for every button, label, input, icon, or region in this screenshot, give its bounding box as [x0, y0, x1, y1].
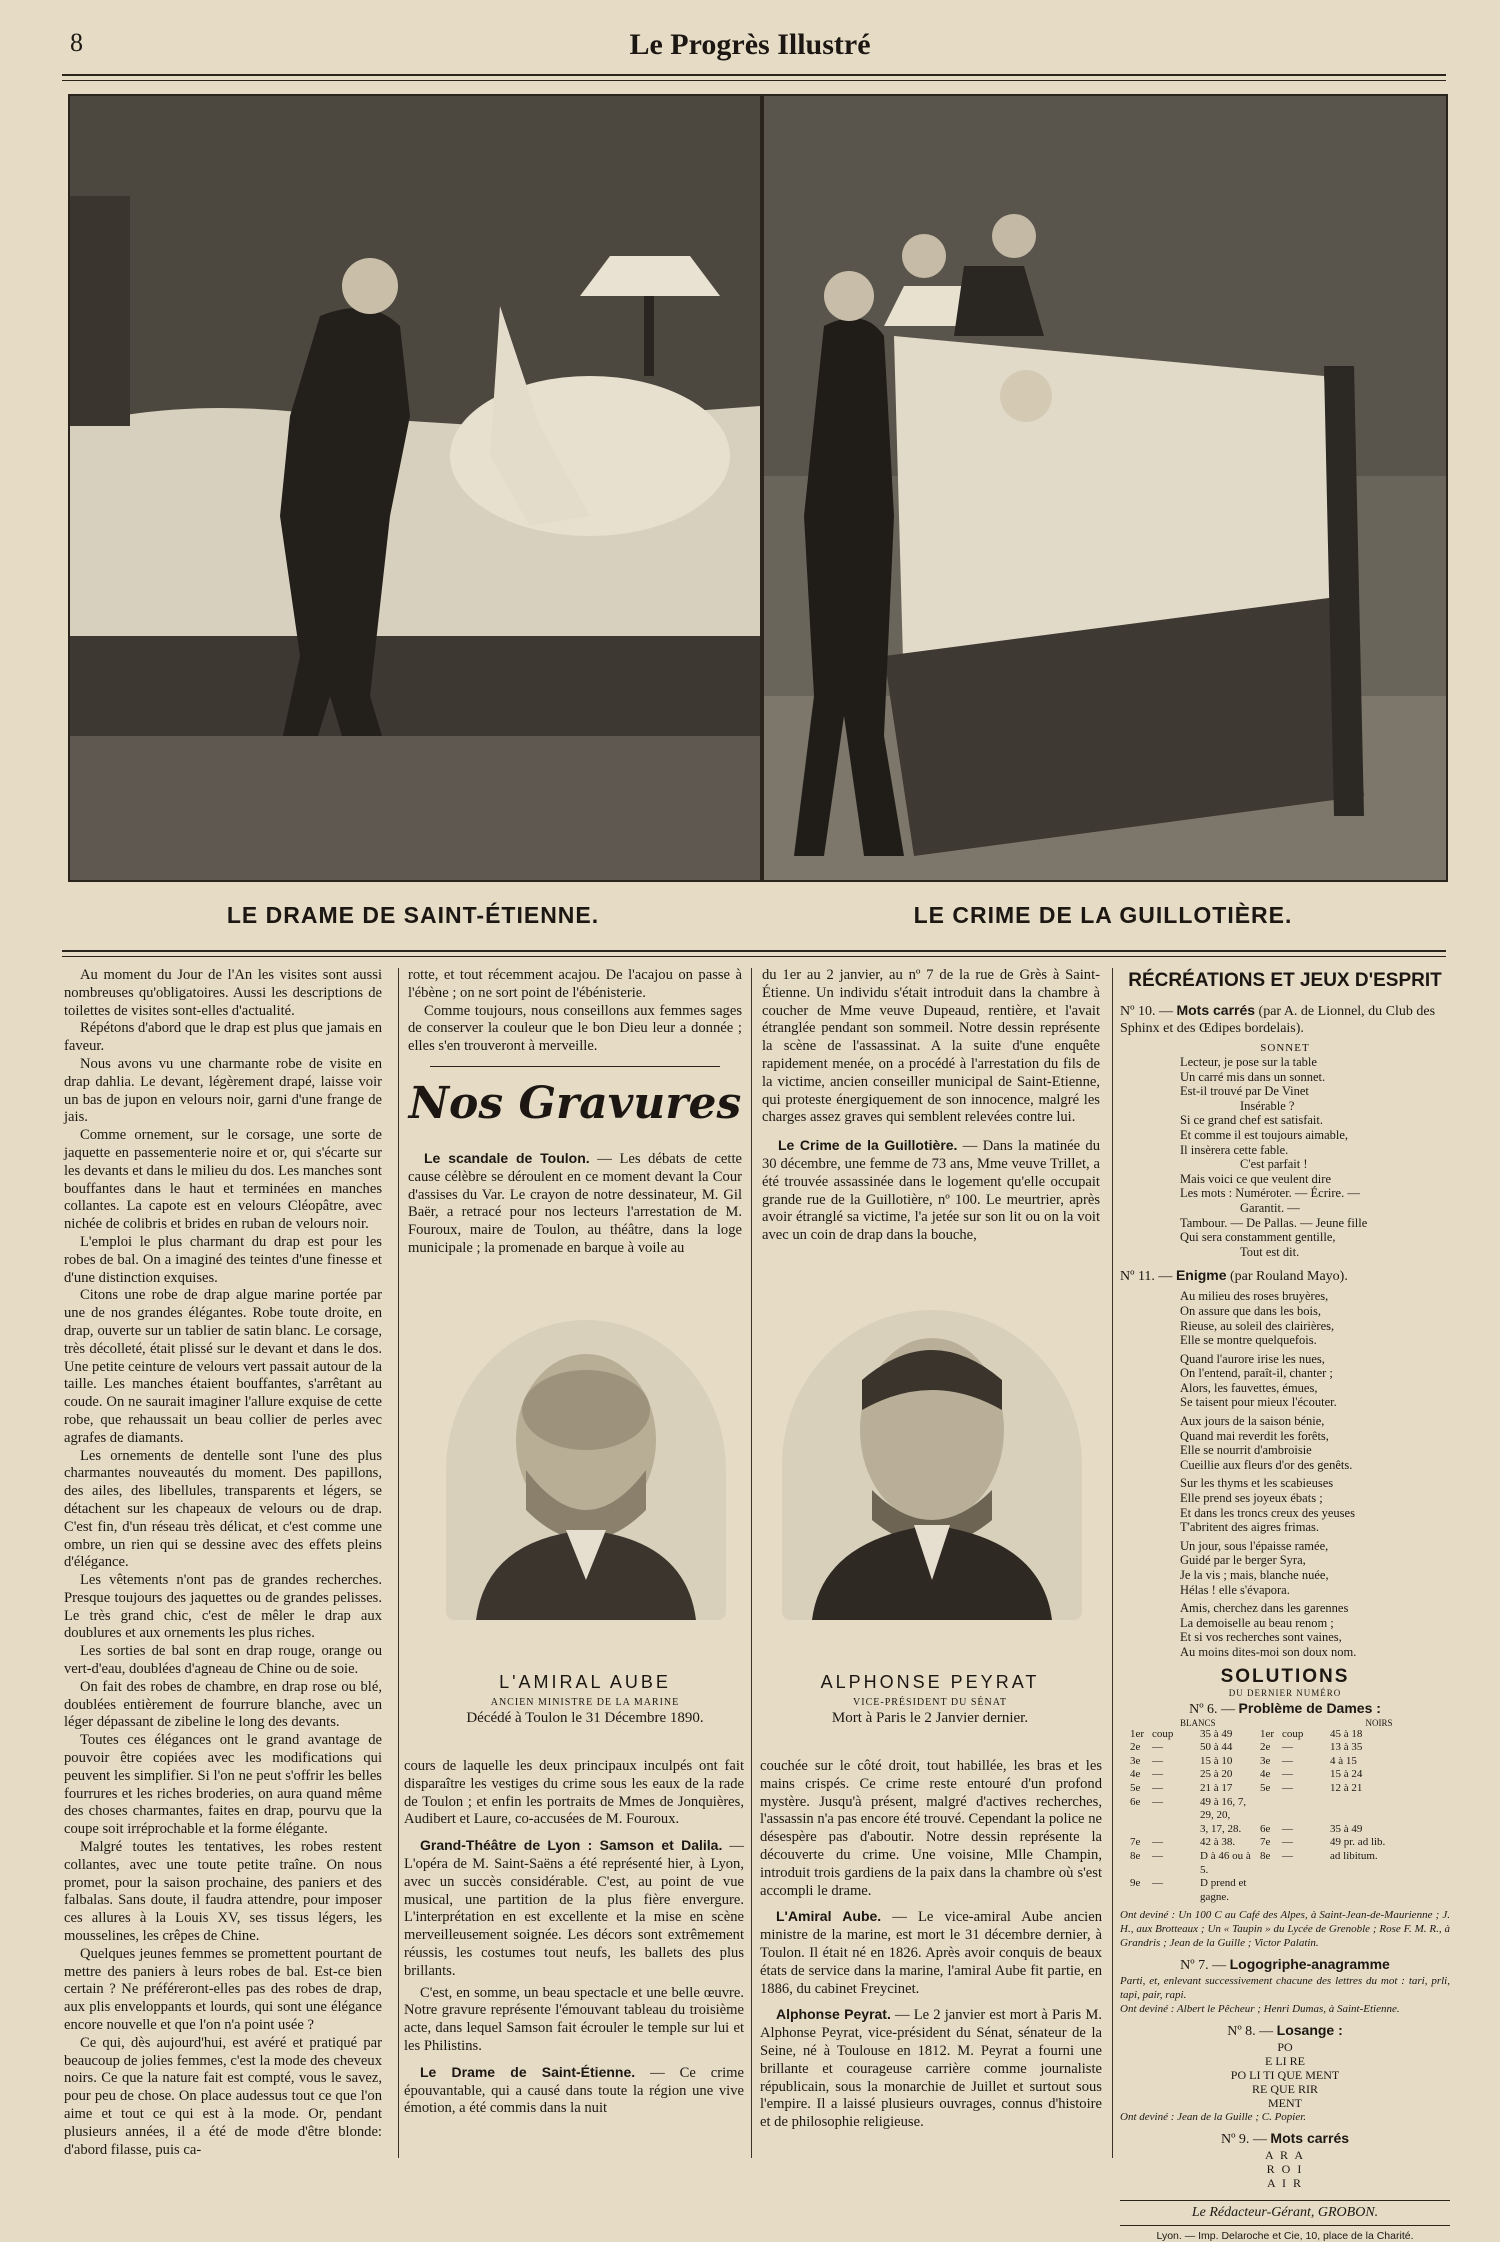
- verse-line: Je la vis ; mais, blanche nuée,: [1180, 1568, 1329, 1582]
- portrait-right-name: ALPHONSE PEYRAT: [820, 1672, 1040, 1692]
- dames-cell: [1330, 1877, 1390, 1904]
- verse-line: Elle se nourrit d'ambroisie: [1180, 1443, 1312, 1458]
- dames-cell: coup: [1152, 1727, 1174, 1740]
- problem-title: Logogriphe-anagramme: [1229, 1956, 1390, 1973]
- paragraph: L'emploi le plus charmant du drap est pour les robes de bal. On a imaginé des teintes d'une finesse et d'une distinction exquises.: [64, 1233, 382, 1286]
- verse-line: C'est parfait !: [1240, 1157, 1308, 1172]
- verse-line: Amis, cherchez dans les garennes: [1180, 1601, 1349, 1616]
- section-text: — Le 2 janvier est mort à Paris M. Alphonse Peyrat, vice-président du Sénat, sénateur de la Seine, né à Toulouse en 1812. M. Peyrat a fourni une brillante et courageuse carrière comme journaliste républicain, sous la monarchie de Juillet et surtout sous l'empire. Il a laissé plusieurs ouvrages, connus d'histoire et de philosophie religieuse.: [760, 2007, 1102, 2131]
- paragraph: Nous avons vu une charmante robe de visite en drap dahlia. Le devant, légèrement drapé, laisse voir un bas de jupon en velours noir, garni d'une frange de jais.: [64, 1055, 382, 1126]
- dames-cell: [1152, 1823, 1200, 1837]
- paragraph: On fait des robes de chambre, en drap rose ou blé, doublées entièrement de fourrure blanche, avec un léger dépassant de zibeline le long des devants.: [64, 1678, 382, 1731]
- problem-number: Nº 10. —: [1120, 1004, 1173, 1019]
- verse-line: Guidé par le berger Syra,: [1180, 1553, 1306, 1568]
- verse-line: Et comme il est toujours aimable,: [1180, 1127, 1349, 1142]
- problem-n7: [1120, 1956, 1450, 1974]
- column-rule-2: [751, 968, 752, 2158]
- problem-author: (par A. de Lionnel, du Club des Sphinx et des Œdipes bordelais).: [1120, 1004, 1436, 1036]
- dames-cell: 2e: [1130, 1741, 1141, 1754]
- verse-line: On assure que dans les bois,: [1180, 1303, 1321, 1318]
- paragraph: Comme ornement, sur le corsage, une sorte de jaquette en passementerie noire et or, qui s'écarte sur les devants et dans le milieu du dos. Les manches sont bouffantes dans le haut et terminées en manches collantes. La capote est en velours Cléopâtre, avec nichée de colibris et brides en ruban de velours noir.: [64, 1127, 382, 1233]
- verse-line: Garantit. —: [1240, 1200, 1300, 1215]
- paragraph: Les sorties de bal sont en drap rouge, orange ou vert-d'eau, doublées d'agneau de Chine ou de soie.: [64, 1643, 382, 1678]
- dames-cell: 35 à 49: [1200, 1727, 1233, 1740]
- imprint: Lyon. — Imp. Delaroche et Cie, 10, place de la Charité.: [1156, 2230, 1414, 2242]
- dames-cell: 3e: [1260, 1754, 1271, 1767]
- paragraph: Les ornements de dentelle sont l'une des plus charmantes nouveautés du moment. Des papillons, des ailes, des libellules, transparents et légers, se détachent sur les chapeaux de velours ou de drap. C'est fin, d'un réseau très délicat, et c'est comme une ombre, un rien qui se dessine avec des effets pleins d'élégance.: [64, 1447, 382, 1571]
- dames-cell: 4e: [1130, 1768, 1141, 1781]
- verse-line: Qui sera constamment gentille,: [1180, 1230, 1336, 1245]
- paragraph: C'est, en somme, un beau spectacle et une belle œuvre. Notre gravure représente l'émouvant tableau du troisième acte, dans lequel Samson fait écrouler le temple sur lui et les Philistins.: [404, 1984, 744, 2054]
- dames-cell: 7e: [1260, 1836, 1271, 1849]
- verse-line: Et dans les troncs creux des yeuses: [1180, 1505, 1355, 1520]
- verse-line: Sur les thyms et les scabieuses: [1180, 1476, 1334, 1491]
- section-heading: Le Drame de Saint-Étienne.: [420, 2063, 636, 2080]
- problem-number: Nº 7. —: [1180, 1958, 1227, 1974]
- verse-line: Quand l'aurore irise les nues,: [1180, 1351, 1325, 1366]
- column-header: BLANCS: [1180, 1717, 1216, 1728]
- paragraph: Ce qui, dès aujourd'hui, est avéré et pratiqué par beaucoup de jolies femmes, c'est la mode des cheveux noirs. Ce que la nature fait est compté, vous le savez, pour peu de chose. On place audessus tout ce que l'on aime et tout ce qui est à la mode. Or, pendant plusieurs années, il a été de mode d'être blonde: d'abord filasse, puis ca-: [64, 2034, 382, 2158]
- header-rule-thin: [62, 80, 1446, 81]
- sonnet-verse: [1120, 1055, 1450, 1259]
- verse-line: Est-il trouvé par De Vinet: [1180, 1084, 1309, 1099]
- portrait-left-name: L'AMIRAL AUBE: [499, 1672, 671, 1692]
- dames-cell: [1260, 1877, 1282, 1904]
- solutions-title: SOLUTIONS: [1220, 1665, 1350, 1687]
- dames-cell: —: [1282, 1836, 1293, 1849]
- verse-line: Tout est dit.: [1240, 1244, 1300, 1259]
- mots-line: A R A: [1264, 2148, 1305, 2163]
- column-rule-1: [398, 968, 399, 2158]
- dames-cell: 49 pr. ad lib.: [1330, 1836, 1386, 1849]
- dames-cell: —: [1282, 1768, 1293, 1781]
- losange-line: MENT: [1268, 2096, 1302, 2111]
- dames-cell: 13 à 35: [1330, 1741, 1363, 1754]
- dames-cell: 2e: [1260, 1741, 1271, 1754]
- section-text: — Dans la matinée du 30 décembre, une femme de 73 ans, Mme veuve Trillet, a été trouvée assassinée dans le logement qu'elle occupait grande rue de la Guillotière, nº 100. Le meurtrier, après avoir étranglé sa victime, l'a jetée sur son lit ou on la voit avec un coin de drap dans la bouche,: [762, 1138, 1101, 1244]
- dames-cell: —: [1152, 1781, 1163, 1794]
- n7-devine: Ont deviné : Albert le Pêcheur ; Henri Dumas, à Saint-Etienne.: [1120, 2003, 1400, 2016]
- dames-cell: —: [1152, 1795, 1163, 1808]
- paragraph: couchée sur le côté droit, tout habillée, les bras et les mains crispés. Ce crime reste entouré d'un profond mystère. Jusqu'à présent, malgré d'actives recherches, l'assassin n'a pas encore été trouvé. Cependant la police ne désespère pas d'aboutir. Notre dessin représente la découverte du crime. Une voisine, Mlle Champin, introduit trois gardiens de la paix dans la chambre où s'est accompli le drame.: [760, 1758, 1102, 1899]
- portrait-right-subtitle: VICE-PRÉSIDENT DU SÉNAT: [853, 1697, 1007, 1708]
- verse-line: Un jour, sous l'épaisse ramée,: [1180, 1538, 1329, 1553]
- dames-cell: 4e: [1260, 1768, 1271, 1781]
- newspaper-title: Le Progrès Illustré: [629, 28, 871, 61]
- portrait-alphonse-peyrat: [782, 1310, 1082, 1620]
- column-3-top: [762, 967, 1100, 1245]
- problem-number: Nº 11. —: [1120, 1269, 1173, 1285]
- n8-devine: Ont deviné : Jean de la Guille ; C. Popier.: [1120, 2111, 1307, 2124]
- dames-cell: [1282, 1796, 1330, 1823]
- dames-cell: —: [1152, 1849, 1163, 1862]
- mots-carres-solution: [1120, 2148, 1450, 2190]
- redacteur-gerant: Le Rédacteur-Gérant, GROBON.: [1191, 2205, 1379, 2221]
- n7-text: Parti, et, enlevant successivement chacune des lettres du mot : tari, prli, tapi, pair, rapi.: [1120, 1975, 1450, 2002]
- paragraph: Les vêtements n'ont pas de grandes recherches. Presque toujours des jaquettes ou de grandes pelisses. Le très grand chic, c'est de mêler le drap aux doublures et aux ornements les plus riches.: [64, 1572, 382, 1642]
- scandale-toulon: [408, 1150, 742, 1258]
- dames-cell: 5e: [1260, 1781, 1271, 1794]
- verse-line: Insérable ?: [1240, 1098, 1295, 1113]
- dames-cell: 15 à 24: [1330, 1768, 1363, 1781]
- verse-line: Aux jours de la saison bénie,: [1180, 1414, 1325, 1429]
- verse-line: Elle se montre quelquefois.: [1180, 1333, 1317, 1348]
- dames-cell: 25 à 20: [1200, 1768, 1233, 1781]
- dames-cell: ad libitum.: [1330, 1849, 1378, 1862]
- verse-line: Tambour. — De Pallas. — Jeune fille: [1180, 1215, 1368, 1230]
- verse-line: Au moins dites-moi son doux nom.: [1180, 1644, 1357, 1659]
- verse-line: Se taisent pour mieux l'écouter.: [1180, 1395, 1337, 1410]
- losange-line: E LI RE: [1265, 2054, 1305, 2069]
- sonnet-label: SONNET: [1260, 1042, 1310, 1054]
- dames-cell: —: [1282, 1741, 1293, 1754]
- section-text: — Ce crime épouvantable, qui a causé dans toute la région une vive émotion, a été commis dans la nuit: [404, 2064, 744, 2117]
- section-heading: L'Amiral Aube.: [776, 1908, 882, 1925]
- losange-line: PO LI TI QUE MENT: [1230, 2068, 1340, 2083]
- portrait-left-subtitle: ANCIEN MINISTRE DE LA MARINE: [490, 1697, 680, 1708]
- verse-line: Quand mai reverdit les forêts,: [1180, 1428, 1329, 1443]
- paragraph: rotte, et tout récemment acajou. De l'acajou on passe à l'ébène ; on ne sort point de l'ébénisterie.: [408, 967, 742, 1001]
- dames-headers: [1120, 1718, 1450, 1728]
- verse-line: Elle prend ses joyeux ébats ;: [1180, 1491, 1323, 1506]
- n6-devine: Ont deviné : Un 100 C au Café des Alpes, à Saint-Jean-de-Maurienne ; J. H., aux Brotteaux ; Un « Taupin » du Lycée de Grenoble ; Rose F. M. R., à Grandris ; Jean de la Guille ; Victor Palatin.: [1120, 1909, 1450, 1950]
- verse-line: Les mots : Numéroter. — Écrire. —: [1180, 1186, 1360, 1201]
- dames-cell: —: [1152, 1754, 1163, 1767]
- caption-crime-guillotiere: LE CRIME DE LA GUILLOTIÈRE.: [913, 902, 1293, 928]
- engraving-drame-saint-etienne: [68, 94, 762, 882]
- paragraph: cours de laquelle les deux principaux inculpés ont fait disparaître les vestiges du crime sous les eaux de la rade de Toulon ; et enfin les portraits de Mmes de Jonquières, Audibert et Laure, co-accusées de M. Fouroux.: [404, 1758, 744, 1828]
- section-heading: Grand-Théâtre de Lyon : Samson et Dalila.: [420, 1837, 723, 1854]
- dames-cell: 35 à 49: [1330, 1822, 1363, 1835]
- problem-title: Mots carrés: [1270, 2130, 1350, 2147]
- recreations-column: [1120, 970, 1450, 2242]
- section-heading: Le scandale de Toulon.: [424, 1150, 590, 1166]
- dames-cell: 3e: [1130, 1754, 1141, 1767]
- dames-cell: 1er: [1130, 1727, 1145, 1740]
- enigme-verse: [1120, 1289, 1450, 1659]
- portrait-right-date: Mort à Paris le 2 Janvier dernier.: [831, 1710, 1029, 1726]
- problem-number: Nº 6. —: [1189, 1701, 1236, 1717]
- nos-gravures-title: Nos Gravures: [408, 1078, 742, 1129]
- verse-line: Si ce grand chef est satisfait.: [1180, 1113, 1324, 1128]
- mots-line: R O I: [1266, 2162, 1304, 2177]
- paragraph: Malgré toutes les tentatives, les robes restent collantes, avec une toute petite traîne. On nous promet, pour la saison prochaine, des paniers et des falbalas. Sans doute, il faudra attendre, pour imposer ces allures à la Louis XV, ses tissus légers, les mousselines, les crêpes de Chine.: [64, 1839, 382, 1945]
- dames-cell: 8e: [1260, 1849, 1271, 1862]
- verse-line: Il insèrera cette fable.: [1180, 1142, 1289, 1157]
- paragraph: Comme toujours, nous conseillons aux femmes sages de conserver la couleur que le bon Dieu leur a donnée ; elles s'en trouveront à merveille.: [408, 1002, 742, 1055]
- problem-n11: [1120, 1267, 1450, 1285]
- header-rule: [62, 74, 1446, 76]
- dames-cell: —: [1152, 1741, 1163, 1754]
- paragraph: Au moment du Jour de l'An les visites sont aussi nombreuses qu'obligatoires. Aussi les descriptions de toilettes de visites sont-elles d'actualité.: [64, 967, 382, 1019]
- dames-cell: [1260, 1796, 1282, 1823]
- dames-cell: —: [1152, 1768, 1163, 1781]
- dames-cell: —: [1152, 1877, 1163, 1890]
- dames-cell: —: [1282, 1822, 1293, 1835]
- paragraph: Toutes ces élégances ont le grand avantage de pouvoir être copiées avec les modifications qui peuvent les simplifier. Si l'on ne peut s'offrir les belles fourrures et les riches broderies, on aura quand même des choses charmantes, faites en drap, pourvu que la coupe soit irréprochable et la forme élégante.: [64, 1732, 382, 1838]
- dames-cell: coup: [1282, 1727, 1304, 1740]
- dames-cell: —: [1282, 1781, 1293, 1794]
- dames-cell: —: [1282, 1754, 1293, 1767]
- verse-line: Un carré mis dans un sonnet.: [1180, 1069, 1326, 1084]
- dames-cell: 21 à 17: [1200, 1781, 1233, 1794]
- dames-cell: 3, 17, 28.: [1200, 1822, 1242, 1835]
- section-rule: [62, 950, 1446, 952]
- dames-cell: 15 à 10: [1200, 1754, 1233, 1767]
- column-fashion: [64, 967, 382, 2167]
- portrait-left-date: Décédé à Toulon le 31 Décembre 1890.: [466, 1710, 704, 1726]
- verse-line: On l'entend, paraît-il, chanter ;: [1180, 1366, 1333, 1381]
- dames-cell: 6e: [1260, 1822, 1271, 1835]
- paragraph: Quelques jeunes femmes se promettent pourtant de mettre des paniers à leurs robes de bal. Est-ce bien certain ? Ne préféreront-elles pas des robes de drap, aux plis enveloppants et lourds, qui sont une élégance encore nouvelle et que l'on n'a point usée ?: [64, 1945, 382, 2034]
- dames-cell: [1282, 1877, 1330, 1904]
- verse-line: Rieuse, au soleil des clairières,: [1180, 1318, 1335, 1333]
- verse-line: Au milieu des roses bruyères,: [1180, 1289, 1329, 1304]
- dames-cell: 45 à 18: [1330, 1727, 1363, 1740]
- dames-cell: 1er: [1260, 1727, 1275, 1740]
- paragraph: du 1er au 2 janvier, au nº 7 de la rue de Grès à Saint-Étienne. Un individu s'était introduit dans la chambre à coucher de Mme veuve Dupeaud, rentière, et l'avait étranglée pendant son sommeil. Notre dessin représente la scène de l'assassinat. A la suite d'une enquête rapidement menée, on a procédé à l'arrestation du fils de la victime, ancien conseiller municipal de Saint-Etienne, qui proteste énergiquement de son innocence, malgré les charges assez graves qui semblent relevées contre lui.: [762, 967, 1100, 1126]
- section-heading: Le Crime de la Guillotière.: [778, 1137, 958, 1154]
- section-text: — Les débats de cette cause célèbre se déroulent en ce moment devant la Cour d'assises du Var. Le crayon de notre dessinateur, M. Gil Baër, a retracé pour nos lecteurs l'arrestation de M. Fouroux, maire de Toulon, au théâtre, dans la loge municipale ; la promenade en barque à voile au: [408, 1151, 742, 1256]
- problem-number: Nº 9. —: [1220, 2132, 1267, 2148]
- column-3-bottom: [760, 1758, 1102, 2168]
- dames-cell: D prend et gagne.: [1200, 1877, 1247, 1903]
- section-rule-thin: [62, 956, 1446, 957]
- portrait-amiral-aube: [446, 1320, 726, 1620]
- problem-n10: [1120, 1002, 1450, 1037]
- problem-n8: [1120, 2022, 1450, 2040]
- dames-cell: 12 à 21: [1330, 1781, 1363, 1794]
- dames-cell: 4 à 15: [1330, 1754, 1357, 1767]
- verse-line: Et si vos recherches sont vaines,: [1180, 1630, 1342, 1645]
- solutions-subtitle: DU DERNIER NUMÉRO: [1228, 1687, 1342, 1698]
- engraving-crime-guillotiere: [762, 94, 1448, 882]
- dames-cell: 8e: [1130, 1849, 1141, 1862]
- problem-title: Losange :: [1276, 2022, 1343, 2039]
- mots-line: A I R: [1266, 2176, 1303, 2191]
- verse-line: Alors, les fauvettes, émues,: [1180, 1380, 1318, 1395]
- problem-n6: [1120, 1700, 1450, 1718]
- verse-line: Mais voici ce que veulent dire: [1180, 1171, 1331, 1186]
- problem-author: (par Rouland Mayo).: [1230, 1269, 1348, 1285]
- verse-line: T'abritent des aigres frimas.: [1180, 1520, 1320, 1535]
- caption-drame-saint-etienne: LE DRAME DE SAINT-ÉTIENNE.: [226, 902, 600, 928]
- problem-title: Problème de Dames :: [1238, 1699, 1381, 1716]
- page-number: 8: [70, 28, 83, 57]
- section-text: — L'opéra de M. Saint-Saëns a été représenté hier, à Lyon, avec un succès considérable. C'est, au point de vue musical, une partition de la plus fière envergure. L'interprétation en est excellente et la mise en scène merveilleusement soignée. Les décors sont extrêmement réussis, les costumes tout neufs, les ballets des plus brillants.: [404, 1838, 744, 1979]
- verse-line: La demoiselle au beau renom ;: [1180, 1615, 1334, 1630]
- problem-title: Enigme: [1175, 1267, 1227, 1284]
- dames-cell: 42 à 38.: [1200, 1836, 1236, 1849]
- problem-title: Mots carrés: [1176, 1002, 1256, 1018]
- dames-cell: —: [1282, 1849, 1293, 1862]
- problem-number: Nº 8. —: [1227, 2024, 1274, 2040]
- dames-cell: 9e: [1130, 1877, 1141, 1890]
- losange-line: RE QUE RIR: [1252, 2082, 1318, 2097]
- recreations-title: RÉCRÉATIONS ET JEUX D'ESPRIT: [1128, 970, 1442, 991]
- section-text: — Le vice-amiral Aube ancien ministre de la marine, est mort le 31 décembre dernier, à Toulon. Il était né en 1826. Après avoir conquis de beaux états de service dans la marine, l'amiral Aube fit partie, en 1886, du cabinet Freycinet.: [760, 1909, 1102, 1997]
- dames-cell: 6e: [1130, 1795, 1141, 1808]
- losange-line: PO: [1277, 2040, 1293, 2055]
- column-header: NOIRS: [1365, 1717, 1393, 1728]
- dames-cell: [1330, 1796, 1390, 1823]
- problem-n9: [1120, 2130, 1450, 2148]
- dames-cell: —: [1152, 1836, 1163, 1849]
- dames-cell: 49 à 16, 7, 29, 20,: [1200, 1795, 1247, 1822]
- dames-cell: D à 46 ou à 5.: [1200, 1849, 1251, 1876]
- verse-line: Lecteur, je pose sur la table: [1180, 1055, 1317, 1069]
- verse-line: Cueillie aux fleurs d'or des genêts.: [1180, 1457, 1353, 1472]
- column-2-bottom: [404, 1758, 744, 2168]
- dames-cell: [1130, 1823, 1152, 1837]
- dames-cell: 7e: [1130, 1836, 1141, 1849]
- divider: [430, 1066, 720, 1067]
- dames-table: [1120, 1728, 1450, 1905]
- dames-cell: 5e: [1130, 1781, 1141, 1794]
- losange: [1120, 2040, 1450, 2110]
- column-rule-3: [1112, 968, 1113, 2158]
- section-heading: Alphonse Peyrat.: [776, 2006, 891, 2023]
- paragraph: Répétons d'abord que le drap est plus que jamais en faveur.: [64, 1020, 382, 1055]
- dames-cell: 50 à 44: [1200, 1741, 1233, 1754]
- column-2-top: [408, 967, 742, 1056]
- paragraph: Citons une robe de drap algue marine portée par une de nos grandes élégantes. Robe toute droite, en drap, ouverte sur un tablier de satin blanc. Le corsage, très décolleté, était plissé sur le devant et dans le dos. Une petite ceinture de velours vert passait autour de la taille. Les manches étaient bouffantes, s'arrêtant au coude. On ne saurait imaginer l'allure exquise de cette robe, que rehaussait un beau collier de perles avec agrafes de diamants.: [64, 1287, 382, 1446]
- verse-line: Hélas ! elle s'évapora.: [1180, 1582, 1290, 1597]
